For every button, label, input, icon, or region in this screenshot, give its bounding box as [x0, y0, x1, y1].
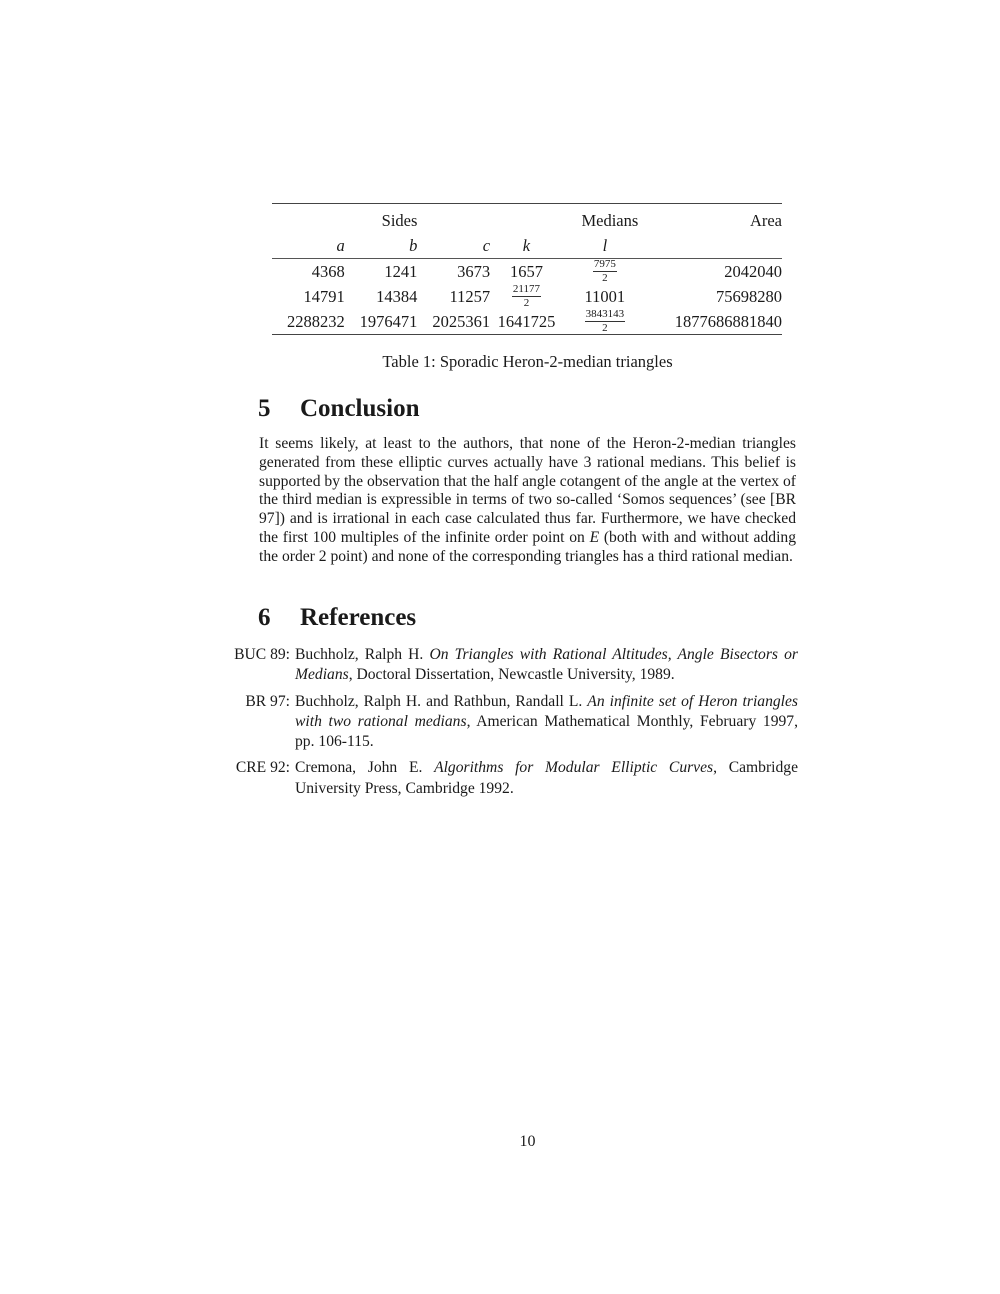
table-caption: Table 1: Sporadic Heron-2-median triangles [382, 352, 673, 371]
cell-b: 1976471 [359, 311, 418, 331]
cell-k: 1657 [509, 261, 543, 281]
reference-publication: , American Mathematical Monthly, February 1997, pp. 106-115. [295, 712, 798, 751]
reference-list [220, 645, 798, 805]
cell-l: 11001 [584, 286, 626, 306]
reference-title: An infinite set of Heron triangles with two rational medians [295, 692, 798, 730]
fraction [585, 309, 626, 334]
reference-authors: Cremona, John E. [295, 759, 435, 777]
fraction-denominator: 2 [523, 297, 530, 309]
cell-a: 2288232 [286, 311, 345, 331]
cell-c: 2025361 [432, 311, 491, 331]
cell-area: 1877686881840 [674, 311, 782, 331]
section-title: References [300, 604, 417, 631]
table-row [272, 309, 782, 335]
section-title: Conclusion [300, 395, 420, 422]
conclusion-paragraph [259, 435, 796, 567]
fraction-numerator: 21177 [512, 283, 540, 295]
reference-item [220, 645, 798, 686]
column-header-row [272, 233, 782, 259]
cell-k [490, 284, 563, 309]
section-number: 5 [258, 395, 271, 422]
cell-c: 11257 [449, 286, 491, 306]
cell-a: 14791 [303, 286, 345, 306]
cell-c: 3673 [457, 261, 491, 281]
fraction-denominator: 2 [602, 322, 608, 334]
reference-body [295, 692, 798, 753]
group-header-row [272, 204, 782, 234]
cell-l [563, 259, 647, 285]
fraction [512, 284, 541, 309]
paragraph-text-end: (both with and without adding the order 2 point) and none of the corresponding triangles has a third rational median. [259, 528, 796, 565]
reference-body [295, 645, 798, 686]
cell-b: 1241 [384, 261, 418, 281]
cell-a: 4368 [311, 261, 345, 281]
group-header-area: Area [749, 210, 782, 230]
section-heading-references [258, 604, 416, 632]
fraction [593, 259, 617, 284]
reference-key: CRE 92: [235, 759, 290, 777]
table-row [272, 259, 782, 285]
section-heading-conclusion [258, 395, 419, 423]
heron-triangles-table-container [272, 203, 782, 335]
cell-l [563, 309, 647, 335]
fraction-numerator: 3843143 [585, 308, 625, 320]
cell-b: 14384 [376, 286, 418, 306]
column-header-l: l [602, 235, 608, 255]
reference-body [295, 758, 798, 799]
reference-title: Algorithms for Modular Elliptic Curves [434, 759, 714, 777]
reference-item [220, 692, 798, 753]
page-number: 10 [519, 1133, 536, 1150]
section-number: 6 [258, 604, 271, 631]
reference-authors: Buchholz, Ralph H. [295, 646, 430, 663]
reference-item [220, 758, 798, 799]
column-header-b: b [409, 235, 418, 255]
curve-symbol: E [589, 528, 600, 546]
reference-key: BUC 89: [234, 646, 290, 663]
column-header-c: c [482, 235, 491, 255]
group-header-sides: Sides [381, 210, 418, 230]
table-row [272, 284, 782, 309]
paragraph-text: It seems likely, at least to the authors, that none of the Heron-2-median triangles generated from these elliptic curves actually have 3 rational medians. This belief is supported by the observation that the half angle cotangent of the angle at the vertex of the third median is expressible in terms of two so-called ‘Somos sequences’ (see [BR 97]) and is irrational in each case calculated thus far. Furthermore, we have checked the first 100 multiples of the infinite order point on [259, 435, 796, 546]
fraction-denominator: 2 [602, 272, 608, 284]
reference-publication: , Doctoral Dissertation, Newcastle University, 1989. [348, 666, 675, 684]
cell-k: 1641725 [497, 311, 556, 331]
reference-key: BR 97: [245, 692, 290, 710]
reference-title: On Triangles with Rational Altitudes, Angle Bisectors or Medians [295, 646, 798, 684]
heron-triangles-table [272, 203, 782, 335]
column-header-k: k [522, 235, 531, 255]
table-body [272, 259, 782, 335]
group-header-medians: Medians [581, 210, 639, 230]
reference-publication: , Cambridge University Press, Cambridge 1992. [295, 759, 798, 797]
cell-area: 75698280 [716, 286, 782, 306]
reference-authors: Buchholz, Ralph H. and Rathbun, Randall L. [295, 692, 588, 710]
cell-area: 2042040 [724, 261, 782, 281]
column-header-a: a [336, 235, 345, 255]
fraction-numerator: 7975 [593, 258, 616, 270]
